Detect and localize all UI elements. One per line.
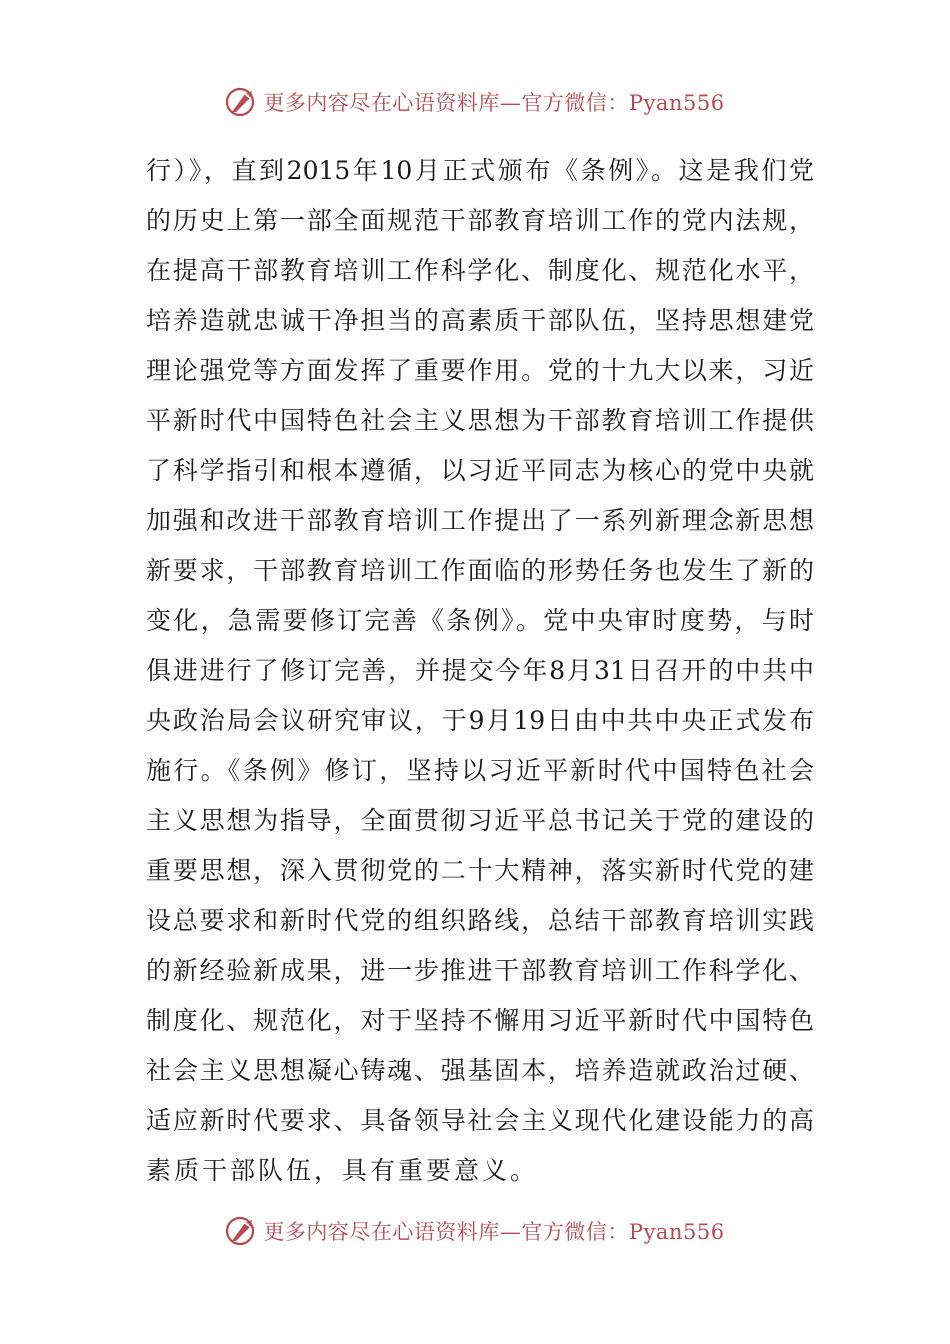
paragraph-line: 在提高干部教育培训工作科学化、制度化、规范化水平， — [146, 256, 814, 285]
paragraph-line: 加强和改进干部教育培训工作提出了一系列新理念新思想 — [146, 506, 814, 535]
paragraph-line: 主义思想为指导，全面贯彻习近平总书记关于党的建设的 — [146, 806, 814, 835]
footer-banner — [0, 1211, 950, 1251]
document-body — [146, 146, 814, 1196]
paragraph-line: 变化，急需要修订完善《条例》。党中央审时度势，与时 — [146, 606, 814, 635]
paragraph-line: 重要思想，深入贯彻党的二十大精神，落实新时代党的建 — [146, 856, 814, 885]
paragraph-line: 制度化、规范化，对于坚持不懈用习近平新时代中国特色 — [146, 1006, 814, 1035]
paragraph-line: 新要求，干部教育培训工作面临的形势任务也发生了新的 — [146, 556, 814, 585]
pen-nib-logo-icon — [225, 85, 259, 119]
paragraph-line: 施行。《条例》修订，坚持以习近平新时代中国特色社会 — [146, 756, 814, 785]
paragraph-line: 了科学指引和根本遵循，以习近平同志为核心的党中央就 — [146, 456, 814, 485]
paragraph-line: 培养造就忠诚干净担当的高素质干部队伍，坚持思想建党 — [146, 306, 814, 335]
paragraph-line: 行）》，直到2015年10月正式颁布《条例》。这是我们党 — [146, 156, 814, 185]
paragraph-line: 平新时代中国特色社会主义思想为干部教育培训工作提供 — [146, 406, 814, 435]
header-banner-text: 更多内容尽在心语资料库—官方微信：Pyan556 — [263, 91, 725, 115]
header-banner — [0, 82, 950, 122]
paragraph-line: 设总要求和新时代党的组织路线，总结干部教育培训实践 — [146, 906, 814, 935]
paragraph-line: 的新经验新成果，进一步推进干部教育培训工作科学化、 — [146, 956, 814, 985]
paragraph-line: 适应新时代要求、具备领导社会主义现代化建设能力的高 — [146, 1106, 814, 1135]
paragraph-line: 社会主义思想凝心铸魂、强基固本，培养造就政治过硬、 — [146, 1056, 814, 1085]
paragraph-line: 央政治局会议研究审议，于9月19日由中共中央正式发布 — [146, 706, 814, 735]
paragraph-line: 素质干部队伍，具有重要意义。 — [146, 1156, 539, 1185]
pen-nib-logo-icon — [225, 1214, 259, 1248]
footer-banner-text: 更多内容尽在心语资料库—官方微信：Pyan556 — [263, 1220, 725, 1244]
paragraph-line: 俱进进行了修订完善，并提交今年8月31日召开的中共中 — [146, 656, 814, 685]
paragraph-line: 理论强党等方面发挥了重要作用。党的十九大以来，习近 — [146, 356, 814, 385]
paragraph-line: 的历史上第一部全面规范干部教育培训工作的党内法规， — [146, 206, 814, 235]
